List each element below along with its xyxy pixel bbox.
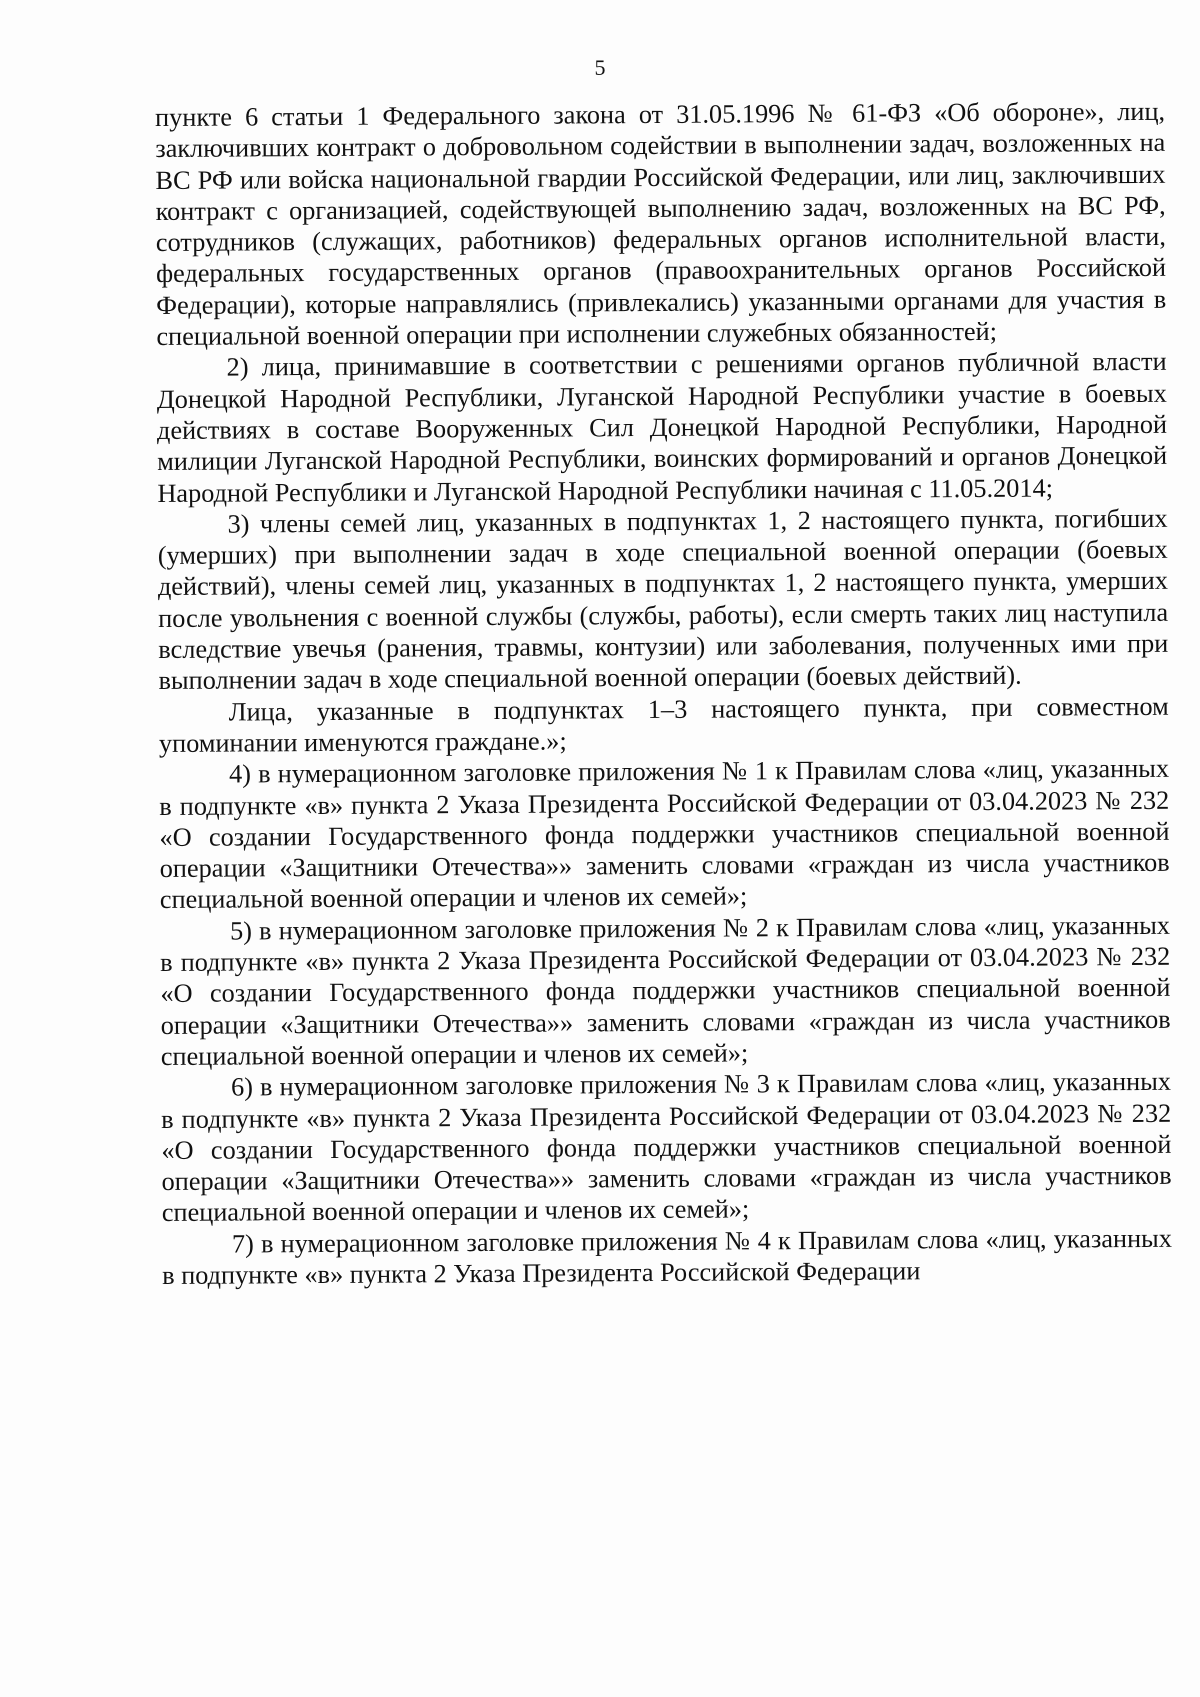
page-number: 5	[594, 55, 606, 80]
paragraph-item-3: 3) члены семей лиц, указанных в подпунктах 1, 2 настоящего пункта, погибших (умерших) при выполнении задач в ходе специальной военной операции (боевых действий), члены семей лиц, указанных в подпунктах 1, 2 настоящего пункта, умерших после увольнения с военной службы (службы, работы), если смерть таких лиц наступила вследствие увечья (ранения, травмы, контузии) или заболевания, полученных ими при выполнении задач в ходе специальной военной операции (боевых действий).	[157, 503, 1169, 696]
paragraph-continuation: пункте 6 статьи 1 Федерального закона от 31.05.1996 № 61-ФЗ «Об обороне», лиц, заключивших контракт о добровольном содействии в выполнении задач, возложенных на ВС РФ или войска национальной гвардии Российской Федерации, или лиц, заключивших контракт с организацией, содействующей выполнению задач, возложенных на ВС РФ, сотрудников (служащих, работников) федеральных органов исполнительной власти, федеральных государственных органов (правоохранительных органов Российской Федерации), которые направлялись (привлекались) указанными органами для участия в специальной военной операции при исполнении служебных обязанностей;	[155, 96, 1167, 352]
document-body	[155, 96, 1172, 1291]
paragraph-item-4: 4) в нумерационном заголовке приложения № 1 к Правилам слова «лиц, указанных в подпункте «в» пункта 2 Указа Президента Российской Федерации от 03.04.2023 № 232 «О создании Государственного фонда поддержки участников специальной военной операции «Защитники Отечества»» заменить словами «граждан из числа участников специальной военной операции и членов их семей»;	[159, 754, 1170, 915]
paragraph-item-7: 7) в нумерационном заголовке приложения № 4 к Правилам слова «лиц, указанных в подпункте «в» пункта 2 Указа Президента Российской Федерации	[162, 1223, 1173, 1290]
paragraph-item-5: 5) в нумерационном заголовке приложения № 2 к Правилам слова «лиц, указанных в подпункте «в» пункта 2 Указа Президента Российской Федерации от 03.04.2023 № 232 «О создании Государственного фонда поддержки участников специальной военной операции «Защитники Отечества»» заменить словами «граждан из числа участников специальной военной операции и членов их семей»;	[160, 910, 1171, 1071]
paragraph-item-2: 2) лица, принимавшие в соответствии с решениями органов публичной власти Донецкой Народной Республики, Луганской Народной Республики участие в боевых действиях в составе Вооруженных Сил Донецкой Народной Республики, Народной милиции Луганской Народной Республики, воинских формирований и органов Донецкой Народной Республики и Луганской Народной Республики начиная с 11.05.2014;	[156, 347, 1168, 508]
paragraph-item-6: 6) в нумерационном заголовке приложения № 3 к Правилам слова «лиц, указанных в подпункте «в» пункта 2 Указа Президента Российской Федерации от 03.04.2023 № 232 «О создании Государственного фонда поддержки участников специальной военной операции «Защитники Отечества»» заменить словами «граждан из числа участников специальной военной операции и членов их семей»;	[161, 1067, 1172, 1228]
paragraph-citizens-definition: Лица, указанные в подпунктах 1–3 настоящего пункта, при совместном упоминании именуются граждане.»;	[158, 691, 1169, 758]
